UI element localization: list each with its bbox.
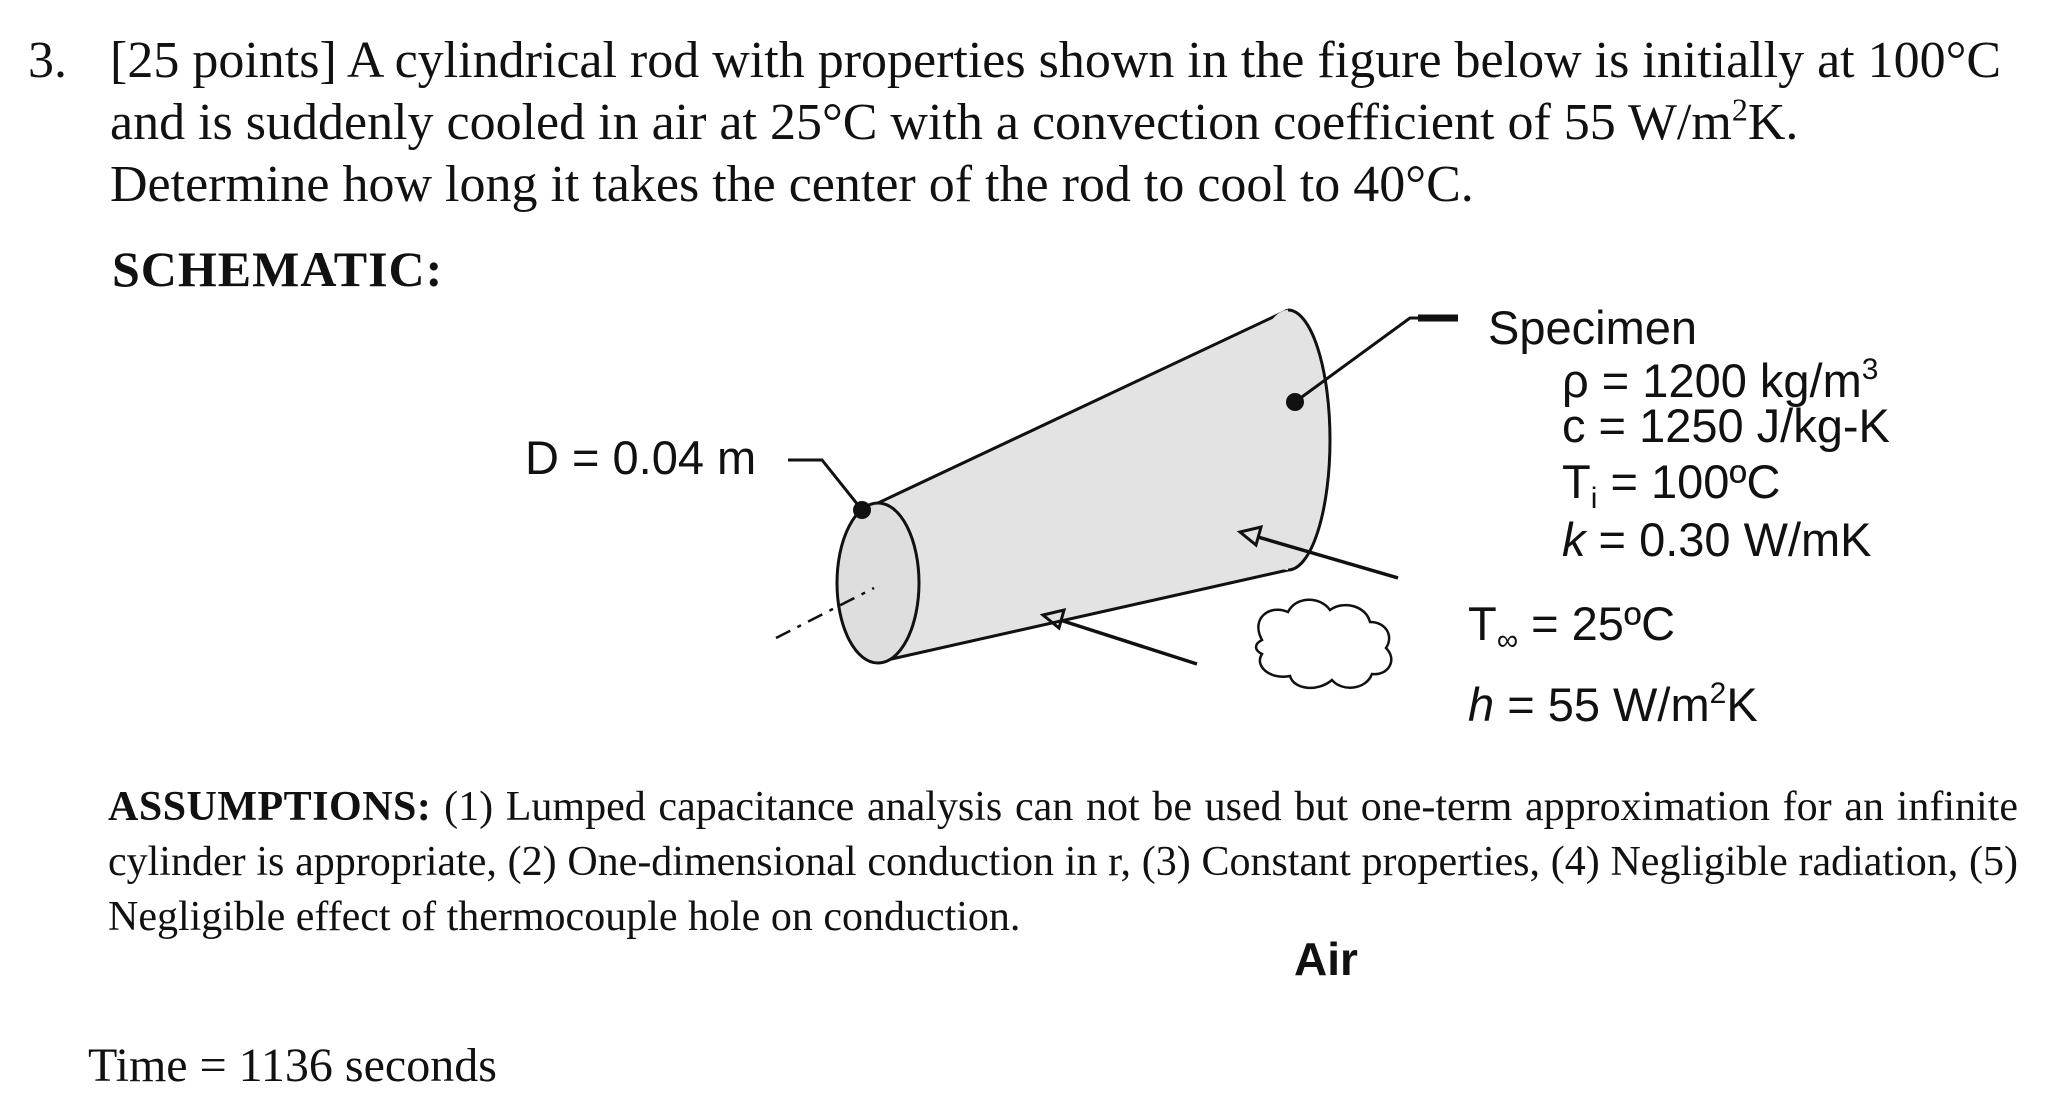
tinf-value: = 25ºC xyxy=(1518,597,1676,650)
h-value: = 55 W/m xyxy=(1494,678,1710,731)
specimen-label: Specimen xyxy=(1488,301,1697,354)
specific-heat-property: c = 1250 J/kg-K xyxy=(1562,399,1890,452)
k-symbol: k xyxy=(1562,513,1586,566)
problem-text-part2: K. Determine how long it takes the center of the rod to cool to 40°C. xyxy=(110,94,1799,213)
cylinder-near-end xyxy=(837,503,919,663)
diameter-label: D = 0.04 m xyxy=(525,431,757,484)
convection-coefficient-property xyxy=(1468,668,1758,731)
k-value: = 0.30 W/mK xyxy=(1585,513,1872,566)
h-superscript: 2 xyxy=(1709,677,1727,710)
cylinder-body xyxy=(878,310,1288,662)
h-symbol: h xyxy=(1468,678,1495,731)
assumptions xyxy=(108,780,2018,945)
problem-text-part1: A cylindrical rod with properties shown in the figure below is initially at 100°C and is suddenly cooled in air at 25°C with a convection coefficient of 55 W/m xyxy=(110,32,2002,151)
ti-value: = 100ºC xyxy=(1597,455,1781,508)
answer-text: Time = 1136 seconds xyxy=(88,1039,497,1092)
assumptions-heading: ASSUMPTIONS: xyxy=(108,784,432,830)
problem-number: 3. xyxy=(28,32,67,89)
tinf-symbol: T xyxy=(1468,597,1497,650)
assumptions-text: (1) Lumped capacitance analysis can not be used but one-term approximation for an infinite cylinder is appropriate, (2) One-dimensional conduction in r, (3) Constant properties, (4) Negligible radiation, (5) Negligible effect of thermocouple hole on conduction. xyxy=(108,784,2018,940)
tinf-subscript: ∞ xyxy=(1496,624,1519,657)
density-property xyxy=(1562,344,1878,407)
conductivity-property xyxy=(1562,514,1872,566)
air-cloud-icon xyxy=(1256,600,1391,688)
schematic-heading: SCHEMATIC: xyxy=(112,241,444,297)
air-arrow-lower xyxy=(1060,620,1197,664)
problem-text-superscript: 2 xyxy=(1731,91,1748,128)
air-label: Air xyxy=(1294,933,1358,985)
ti-symbol: T xyxy=(1562,455,1591,508)
problem-text xyxy=(110,30,2010,216)
specimen-dot xyxy=(1286,393,1304,411)
diameter-leader xyxy=(788,460,862,510)
ambient-temperature-property xyxy=(1468,598,1675,667)
ti-subscript: i xyxy=(1590,482,1598,515)
density-text: ρ = 1200 kg/m xyxy=(1562,354,1862,407)
h-unit: K xyxy=(1726,678,1758,731)
diameter-dot xyxy=(853,501,871,519)
density-superscript: 3 xyxy=(1861,353,1879,386)
problem-points: [25 points] xyxy=(110,32,337,89)
